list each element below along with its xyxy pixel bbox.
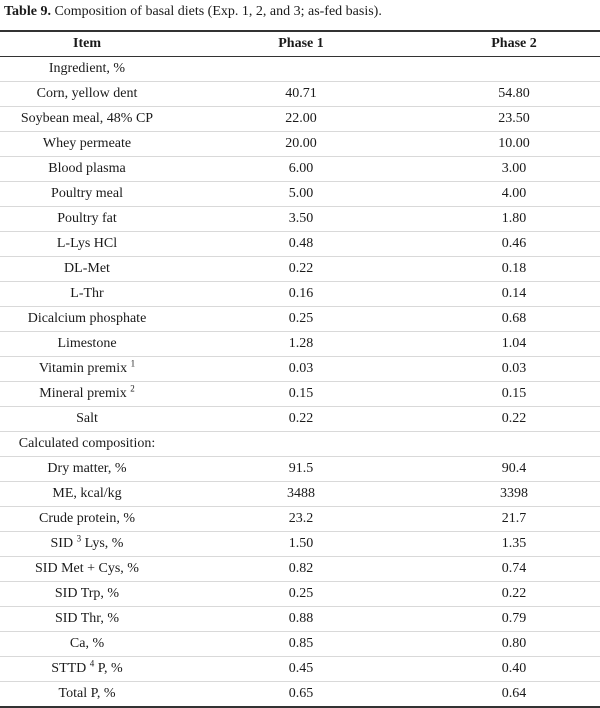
table-row [0,232,600,257]
phase-2-value: 0.03 [428,357,600,382]
phase-1-value: 0.25 [174,582,428,607]
phase-1-value: 0.48 [174,232,428,257]
table-row [0,157,600,182]
item-label: DL-Met [64,261,110,276]
table-row [0,657,600,682]
item-cell [0,682,174,708]
item-cell [0,232,174,257]
phase-1-value: 1.50 [174,532,428,557]
item-label: Corn, yellow dent [36,86,138,101]
table-row [0,432,600,457]
phase-1-value: 1.28 [174,332,428,357]
phase-2-value: 0.22 [428,407,600,432]
phase-2-value: 0.15 [428,382,600,407]
item-label: Dicalcium phosphate [27,311,147,326]
table-row [0,407,600,432]
table-row [0,307,600,332]
item-cell [0,657,174,682]
phase-1-value: 0.45 [174,657,428,682]
item-label: Poultry meal [51,186,123,201]
table-row [0,57,600,82]
item-cell [0,357,174,382]
item-label: SID Thr, % [54,611,120,626]
phase-2-value: 1.04 [428,332,600,357]
item-label: SID [50,536,77,551]
item-label: STTD [51,661,90,676]
phase-1-value: 0.25 [174,307,428,332]
item-label: Whey permeate [42,136,132,151]
phase-2-value: 0.64 [428,682,600,708]
table-row [0,632,600,657]
phase-2-value: 0.46 [428,232,600,257]
item-cell [0,457,174,482]
item-cell [0,282,174,307]
phase-1-value: 91.5 [174,457,428,482]
table-row [0,557,600,582]
item-cell [0,57,174,82]
phase-2-value: 4.00 [428,182,600,207]
item-cell [0,207,174,232]
item-label: Blood plasma [48,161,126,176]
footnote-marker: 3 [76,533,82,544]
item-cell [0,407,174,432]
item-label: Calculated composition: [18,436,156,451]
table-row [0,382,600,407]
phase-2-value: 0.22 [428,582,600,607]
item-label: Total P, % [58,686,116,701]
footnote-marker: 2 [130,383,135,394]
item-cell [0,182,174,207]
phase-1-value: 0.16 [174,282,428,307]
item-cell [0,507,174,532]
phase-1-value: 5.00 [174,182,428,207]
phase-1-value [174,57,428,82]
phase-1-value: 0.22 [174,257,428,282]
item-label: Ingredient, % [48,61,126,76]
item-cell [0,482,174,507]
phase-2-value: 0.80 [428,632,600,657]
item-label: L-Thr [70,286,104,301]
item-label: Dry matter, % [47,461,127,476]
item-label: SID Met + Cys, % [35,561,139,576]
table-row [0,457,600,482]
phase-2-value: 1.35 [428,532,600,557]
item-cell [0,107,174,132]
item-cell [0,257,174,282]
item-label: Limestone [57,336,117,351]
item-cell [0,332,174,357]
item-label: Vitamin premix [38,361,131,376]
phase-2-value: 10.00 [428,132,600,157]
item-cell [0,582,174,607]
table-row [0,482,600,507]
phase-1-value: 40.71 [174,82,428,107]
header-phase-2: Phase 2 [428,31,600,57]
item-cell [0,132,174,157]
table-row [0,332,600,357]
item-cell [0,82,174,107]
table-row [0,132,600,157]
phase-2-value [428,57,600,82]
table-row [0,682,600,708]
footnote-marker: 1 [130,358,136,369]
table-row [0,107,600,132]
item-label: Salt [76,411,98,426]
table-row [0,582,600,607]
phase-2-value: 0.14 [428,282,600,307]
item-cell [0,432,174,457]
phase-2-value [428,432,600,457]
phase-1-value: 23.2 [174,507,428,532]
item-label: Mineral premix [39,386,131,401]
table-row [0,257,600,282]
diet-composition-table [0,30,600,708]
phase-2-value: 0.18 [428,257,600,282]
item-label: Poultry fat [57,211,117,226]
phase-2-value: 3398 [428,482,600,507]
phase-1-value: 0.03 [174,357,428,382]
phase-1-value: 20.00 [174,132,428,157]
phase-1-value: 0.22 [174,407,428,432]
item-cell [0,532,174,557]
table-row [0,357,600,382]
phase-2-value: 90.4 [428,457,600,482]
item-label-suffix: P, % [94,661,123,676]
phase-2-value: 0.74 [428,557,600,582]
item-label-suffix: Lys, % [81,536,124,551]
phase-2-value: 1.80 [428,207,600,232]
item-cell [0,632,174,657]
phase-2-value: 54.80 [428,82,600,107]
phase-1-value: 3488 [174,482,428,507]
item-cell [0,157,174,182]
table-row [0,82,600,107]
table-caption [4,2,382,22]
phase-1-value: 0.85 [174,632,428,657]
item-cell [0,382,174,407]
phase-2-value: 0.68 [428,307,600,332]
phase-1-value [174,432,428,457]
item-cell [0,607,174,632]
item-cell [0,557,174,582]
table-row [0,532,600,557]
header-row [0,31,600,57]
footnote-marker: 4 [89,658,95,669]
phase-2-value: 21.7 [428,507,600,532]
phase-2-value: 23.50 [428,107,600,132]
item-label: SID Trp, % [54,586,120,601]
item-label: Ca, % [69,636,105,651]
phase-1-value: 22.00 [174,107,428,132]
phase-1-value: 0.15 [174,382,428,407]
phase-1-value: 0.65 [174,682,428,708]
phase-2-value: 0.79 [428,607,600,632]
caption-text: Composition of basal diets (Exp. 1, 2, and 3; as-fed basis). [50,4,382,19]
phase-1-value: 0.88 [174,607,428,632]
header-item: Item [0,31,174,57]
item-cell [0,307,174,332]
item-label: L-Lys HCl [56,236,118,251]
table-row [0,607,600,632]
table-row [0,507,600,532]
phase-1-value: 0.82 [174,557,428,582]
table-row [0,282,600,307]
caption-label: Table 9. [4,4,51,19]
table-row [0,207,600,232]
phase-2-value: 3.00 [428,157,600,182]
header-phase-1: Phase 1 [174,31,428,57]
phase-2-value: 0.40 [428,657,600,682]
phase-1-value: 3.50 [174,207,428,232]
item-label: ME, kcal/kg [52,486,122,501]
table-row [0,182,600,207]
phase-1-value: 6.00 [174,157,428,182]
item-label: Crude protein, % [38,511,136,526]
item-label: Soybean meal, 48% CP [20,111,154,126]
